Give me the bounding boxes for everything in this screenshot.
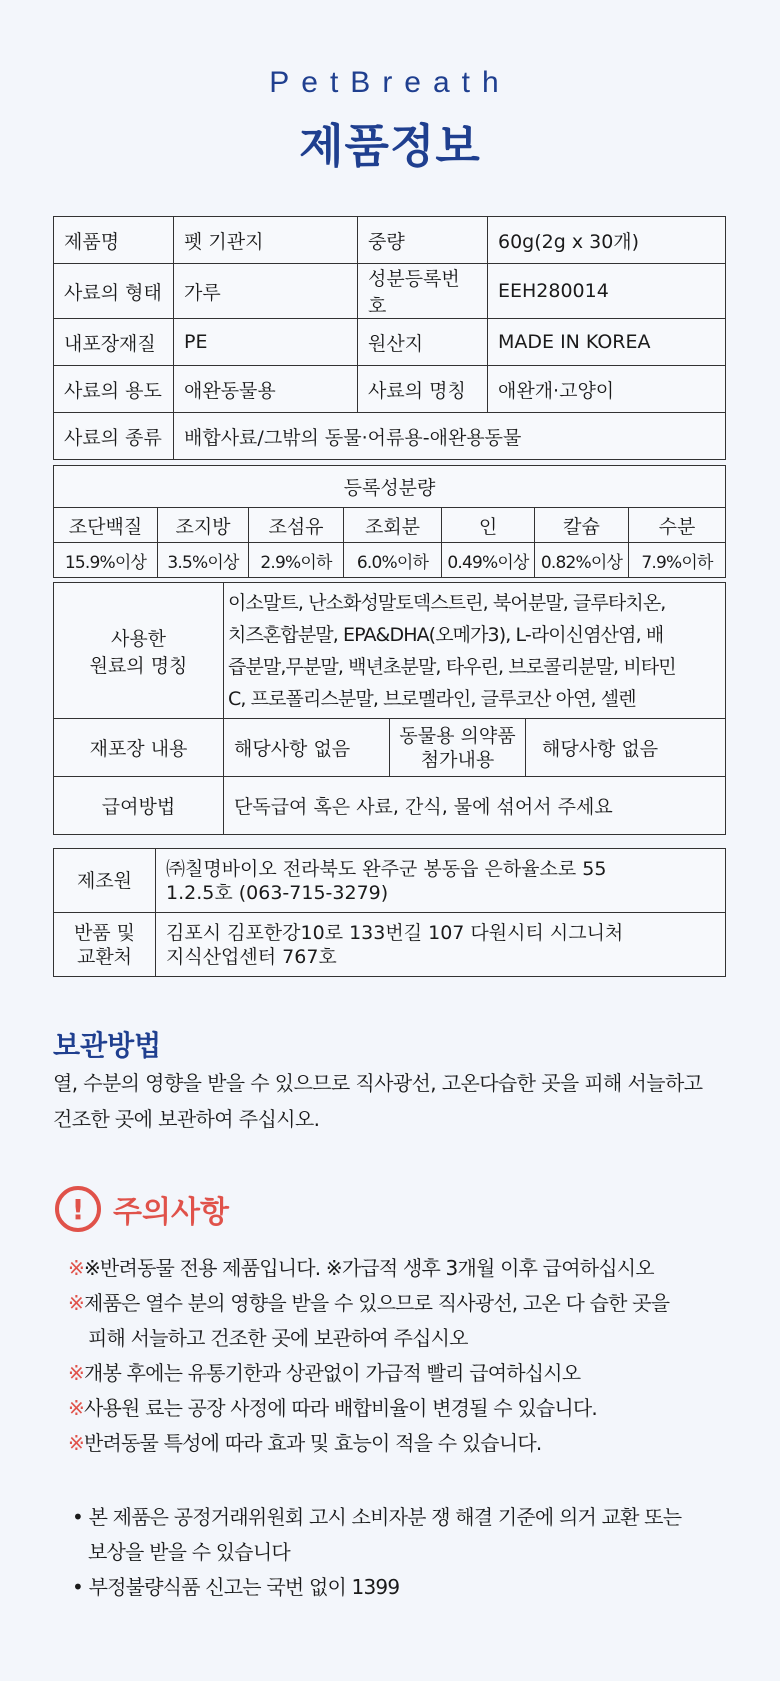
cell-value: 60g(2g x 30개) [488,217,726,264]
notes-list [72,1500,752,1605]
nutrient-name: 조섬유 [249,508,344,543]
table-row [54,913,726,977]
storage-text [53,1065,743,1137]
cell-value: MADE IN KOREA [488,319,726,366]
cell-label: 중량 [358,217,488,264]
additive-label-line2: 첨가내용 [420,748,495,771]
cell-value: 애완개·고양이 [488,366,726,413]
table-row [54,543,726,578]
caution-text: 사용원 료는 공장 사정에 따라 배합비율이 변경될 수 있습니다. [83,1396,597,1420]
cell-value: PE [174,319,358,366]
maker-table [53,848,726,977]
note-text: 부정불량식품 신고는 국번 없이 1399 [88,1575,400,1599]
ingredients-line: C, 프로폴리스분말, 브로멜라인, 글루코산 아연, 셀렌 [228,687,636,710]
ingredients-label [54,583,224,719]
bullet: • [72,1575,83,1599]
composition-title: 등록성분량 [54,466,726,508]
list-item [68,1286,748,1321]
additive-label [390,719,526,777]
returns-label-line2: 교환처 [76,945,133,968]
storage-line: 열, 수분의 영향을 받을 수 있으므로 직사광선, 고온다습한 곳을 피해 서늘하고 [53,1071,703,1095]
list-item [68,1251,748,1286]
nutrient-value: 7.9%이하 [629,543,726,578]
maker-value [156,849,726,913]
caution-mark: ※ [68,1256,84,1280]
table-row [54,849,726,913]
caution-mark: ※ [68,1291,84,1315]
note-text: 본 제품은 공정거래위원회 고시 소비자분 쟁 해결 기준에 의거 교환 또는 [88,1505,682,1529]
returns-line: 지식산업센터 767호 [166,945,337,968]
storage-line: 건조한 곳에 보관하여 주십시오. [53,1107,320,1131]
ingredients-line: 즙분말,무분말, 백년초분말, 타우린, 브로콜리분말, 비타민 [228,655,676,678]
nutrient-value: 6.0%이하 [344,543,442,578]
maker-label: 제조원 [54,849,156,913]
feeding-label: 급여방법 [54,777,224,835]
list-item [68,1426,748,1461]
ingredients-table [53,582,726,835]
table-row [54,366,726,413]
ingredients-line: 치즈혼합분말, EPA&DHA(오메가3), L-라이신염산염, 배 [228,623,664,646]
returns-value [156,913,726,977]
caution-header [55,1186,229,1232]
cell-label: 원산지 [358,319,488,366]
nutrient-name: 조단백질 [54,508,158,543]
ingredients-label-line2: 원료의 명칭 [89,654,188,677]
cell-value: 배합사료/그밖의 동물·어류용-애완용동물 [174,413,726,460]
caution-mark: ※ [68,1431,84,1455]
nutrient-name: 조회분 [344,508,442,543]
cell-label: 사료의 용도 [54,366,174,413]
composition-table [53,465,726,578]
cell-label: 제품명 [54,217,174,264]
additive-label-line1: 동물용 의약품 [399,724,516,747]
caution-text: 제품은 열수 분의 영향을 받을 수 있으므로 직사광선, 고온 다 습한 곳을 [83,1291,670,1315]
bullet: • [72,1505,83,1529]
nutrient-value: 2.9%이하 [249,543,344,578]
maker-line: ㈜칠명바이오 전라북도 완주군 봉동읍 은하율소로 55 [166,857,607,880]
nutrient-value: 0.82%이상 [535,543,629,578]
cell-label: 사료의 형태 [54,264,174,319]
nutrient-name: 인 [442,508,535,543]
list-item: 보상을 받을 수 있습니다 [88,1540,290,1564]
list-item [72,1570,752,1605]
repack-label: 재포장 내용 [54,719,224,777]
exclamation-circle-icon: ! [55,1186,101,1232]
nutrient-name: 수분 [629,508,726,543]
caution-list [68,1251,748,1461]
caution-text: ※반려동물 전용 제품입니다. ※가급적 생후 3개월 이후 급여하십시오 [83,1256,654,1280]
caution-text: 개봉 후에는 유통기한과 상관없이 가급적 빨리 급여하십시오 [83,1361,581,1385]
nutrient-value: 3.5%이상 [158,543,249,578]
nutrient-name: 칼슘 [535,508,629,543]
table-row [54,508,726,543]
ingredients-line: 이소말트, 난소화성말토덱스트린, 북어분말, 글루타치온, [228,591,666,614]
list-item [68,1356,748,1391]
product-info-table [53,216,726,460]
nutrient-name: 조지방 [158,508,249,543]
table-row [54,777,726,835]
nutrient-value: 15.9%이상 [54,543,158,578]
repack-value: 해당사항 없음 [224,719,390,777]
caution-mark: ※ [68,1361,84,1385]
cell-label: 사료의 명칭 [358,366,488,413]
table-row [54,319,726,366]
cell-value: EEH280014 [488,264,726,319]
brand-name: PetBreath [269,66,511,99]
caution-text: 반려동물 특성에 따라 효과 및 효능이 적을 수 있습니다. [83,1431,542,1455]
cell-value: 애완동물용 [174,366,358,413]
feeding-value: 단독급여 혹은 사료, 간식, 물에 섞어서 주세요 [224,777,726,835]
returns-line: 김포시 김포한강10로 133번길 107 다원시티 시그니처 [166,921,624,944]
table-row [54,264,726,319]
table-header-row [54,466,726,508]
caution-title: 주의사항 [113,1195,229,1230]
caution-mark: ※ [68,1396,84,1420]
ingredients-label-line1: 사용한 [110,627,167,650]
maker-line: 1.2.5호 (063-715-3279) [166,881,389,904]
cell-label: 내포장재질 [54,319,174,366]
list-item: 피해 서늘하고 건조한 곳에 보관하여 주십시오 [88,1326,468,1350]
cell-label: 사료의 종류 [54,413,174,460]
list-item [68,1391,748,1426]
table-row [54,413,726,460]
cell-label: 성분등록번호 [358,264,488,319]
returns-label-line1: 반품 및 [73,921,136,944]
cell-value: 펫 기관지 [174,217,358,264]
returns-label [54,913,156,977]
storage-title: 보관방법 [53,1029,162,1062]
table-row [54,719,726,777]
additive-value: 해당사항 없음 [526,719,726,777]
nutrient-value: 0.49%이상 [442,543,535,578]
cell-value: 가루 [174,264,358,319]
table-row [54,217,726,264]
page-title: 제품정보 [299,119,481,173]
list-item [72,1500,752,1535]
ingredients-value [224,583,726,719]
table-row [54,583,726,719]
